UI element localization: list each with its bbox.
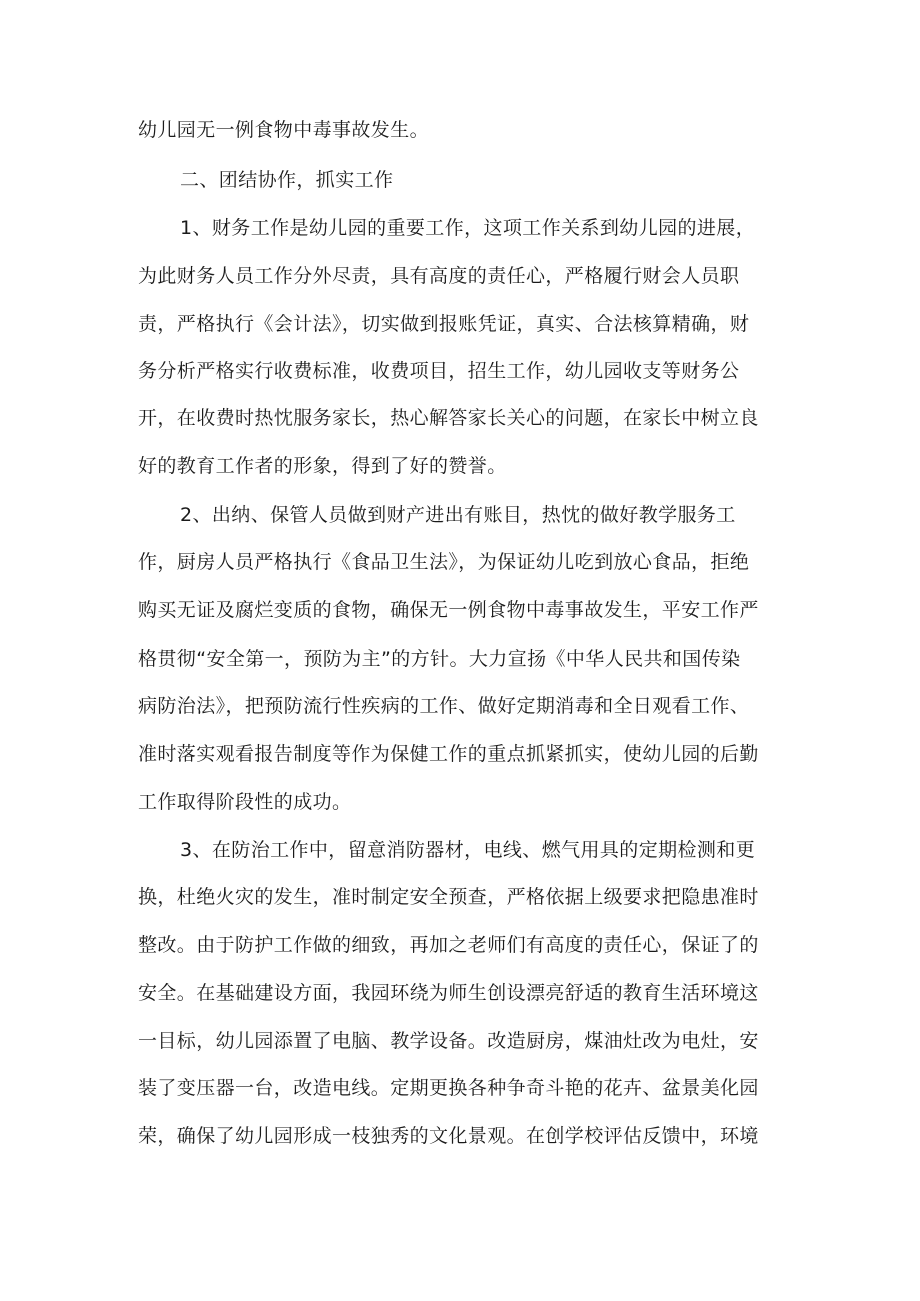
text-line: 开，在收费时热忱服务家长，热心解答家长关心的问题，在家长中树立良 (138, 407, 759, 429)
text-line: 购买无证及腐烂变质的食物，确保无一例食物中毒事故发生，平安工作严 (138, 599, 759, 621)
paragraph-start: 1、财务工作是幼儿园的重要工作，这项工作关系到幼儿园的进展， (180, 217, 756, 239)
text-line: 准时落实观看报告制度等作为保健工作的重点抓紧抓实，使幼儿园的后勤 (138, 743, 759, 765)
text-line: 格贯彻“安全第一，预防为主”的方针。大力宣扬《中华人民共和国传染 (138, 648, 741, 670)
text-line: 作，厨房人员严格执行《食品卫生法》，为保证幼儿吃到放心食品，拒绝 (138, 551, 750, 573)
text-line: 好的教育工作者的形象，得到了好的赞誉。 (138, 455, 507, 477)
paragraph-start: 2、出纳、保管人员做到财产进出有账目，热忱的做好教学服务工 (180, 504, 736, 526)
text-line: 责，严格执行《会计法》，切实做到报账凭证，真实、合法核算精确，财 (138, 313, 750, 335)
text-line: 装了变压器一台，改造电线。定期更换各种争奇斗艳的花卉、盆景美化园 (138, 1077, 759, 1099)
paragraph-start: 3、在防治工作中，留意消防器材，电线、燃气用具的定期检测和更 (180, 839, 756, 861)
text-line: 病防治法》，把预防流行性疾病的工作、做好定期消毒和全日观看工作、 (138, 695, 750, 717)
text-line: 荣，确保了幼儿园形成一枝独秀的文化景观。在创学校评估反馈中，环境 (138, 1125, 759, 1147)
text-line: 一目标，幼儿园添置了电脑、教学设备。改造厨房，煤油灶改为电灶，安 (138, 1030, 759, 1052)
text-line: 整改。由于防护工作做的细致，再加之老师们有高度的责任心，保证了的 (138, 934, 759, 956)
text-line: 换，杜绝火灾的发生，准时制定安全预查，严格依据上级要求把隐患准时 (138, 886, 759, 908)
text-line: 为此财务人员工作分外尽责，具有高度的责任心，严格履行财会人员职 (138, 265, 740, 287)
text-line: 安全。在基础建设方面，我园环绕为师生创设漂亮舒适的教育生活环境这 (138, 982, 759, 1004)
text-line: 幼儿园无一例食物中毒事故发生。 (138, 119, 430, 141)
section-heading: 二、团结协作，抓实工作 (180, 169, 394, 191)
text-line: 务分析严格实行收费标准，收费项目，招生工作，幼儿园收支等财务公 (138, 360, 740, 382)
text-line: 工作取得阶段性的成功。 (138, 791, 352, 813)
